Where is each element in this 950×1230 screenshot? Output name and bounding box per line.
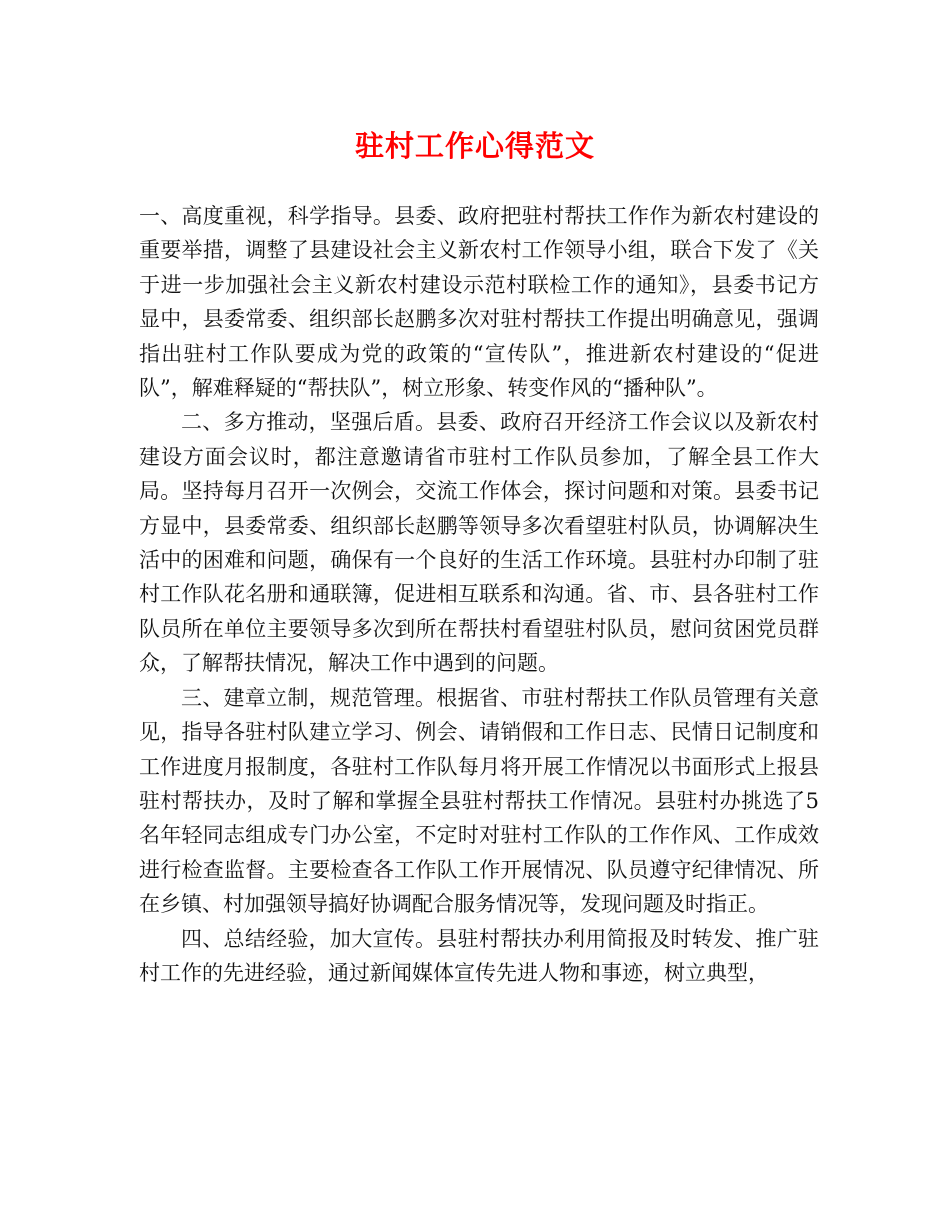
document-body	[139, 199, 819, 990]
paragraph-2: 二、多方推动，坚强后盾。县委、政府召开经济工作会议以及新农村建设方面会议时，都注意邀请省市驻村工作队员参加，了解全县工作大局。坚持每月召开一次例会，交流工作体会，探讨问题和对策。县委书记方显中，县委常委、组织部长赵鹏等领导多次看望驻村队员，协调解决生活中的困难和问题，确保有一个良好的生活工作环境。县驻村办印制了驻村工作队花名册和通联簿，促进相互联系和沟通。省、市、县各驻村工作队员所在单位主要领导多次到所在帮扶村看望驻村队员，慰问贫困党员群众，了解帮扶情况，解决工作中遇到的问题。	[139, 410, 819, 676]
paragraph-3: 三、建章立制，规范管理。根据省、市驻村帮扶工作队员管理有关意见，指导各驻村队建立学习、例会、请销假和工作日志、民情日记制度和工作进度月报制度，各驻村工作队每月将开展工作情况以书面形式上报县驻村帮扶办，及时了解和掌握全县驻村帮扶工作情况。县驻村办挑选了5名年轻同志组成专门办公室，不定时对驻村工作队的工作作风、工作成效进行检查监督。主要检查各工作队工作开展情况、队员遵守纪律情况、所在乡镇、村加强领导搞好协调配合服务情况等，发现问题及时指正。	[139, 685, 819, 917]
document-title: 驻村工作心得范文	[354, 129, 595, 163]
paragraph-1: 一、高度重视，科学指导。县委、政府把驻村帮扶工作作为新农村建设的重要举措，调整了县建设社会主义新农村工作领导小组，联合下发了《关于进一步加强社会主义新农村建设示范村联检工作的通知》，县委书记方显中，县委常委、组织部长赵鹏多次对驻村帮扶工作提出明确意见，强调指出驻村工作队要成为党的政策的“宣传队”，推进新农村建设的“促进队”，解难释疑的“帮扶队”，树立形象、转变作风的“播种队”。	[139, 204, 819, 401]
paragraph-4: 四、总结经验，加大宣传。县驻村帮扶办利用简报及时转发、推广驻村工作的先进经验，通过新闻媒体宣传先进人物和事迹，树立典型，	[139, 926, 819, 985]
